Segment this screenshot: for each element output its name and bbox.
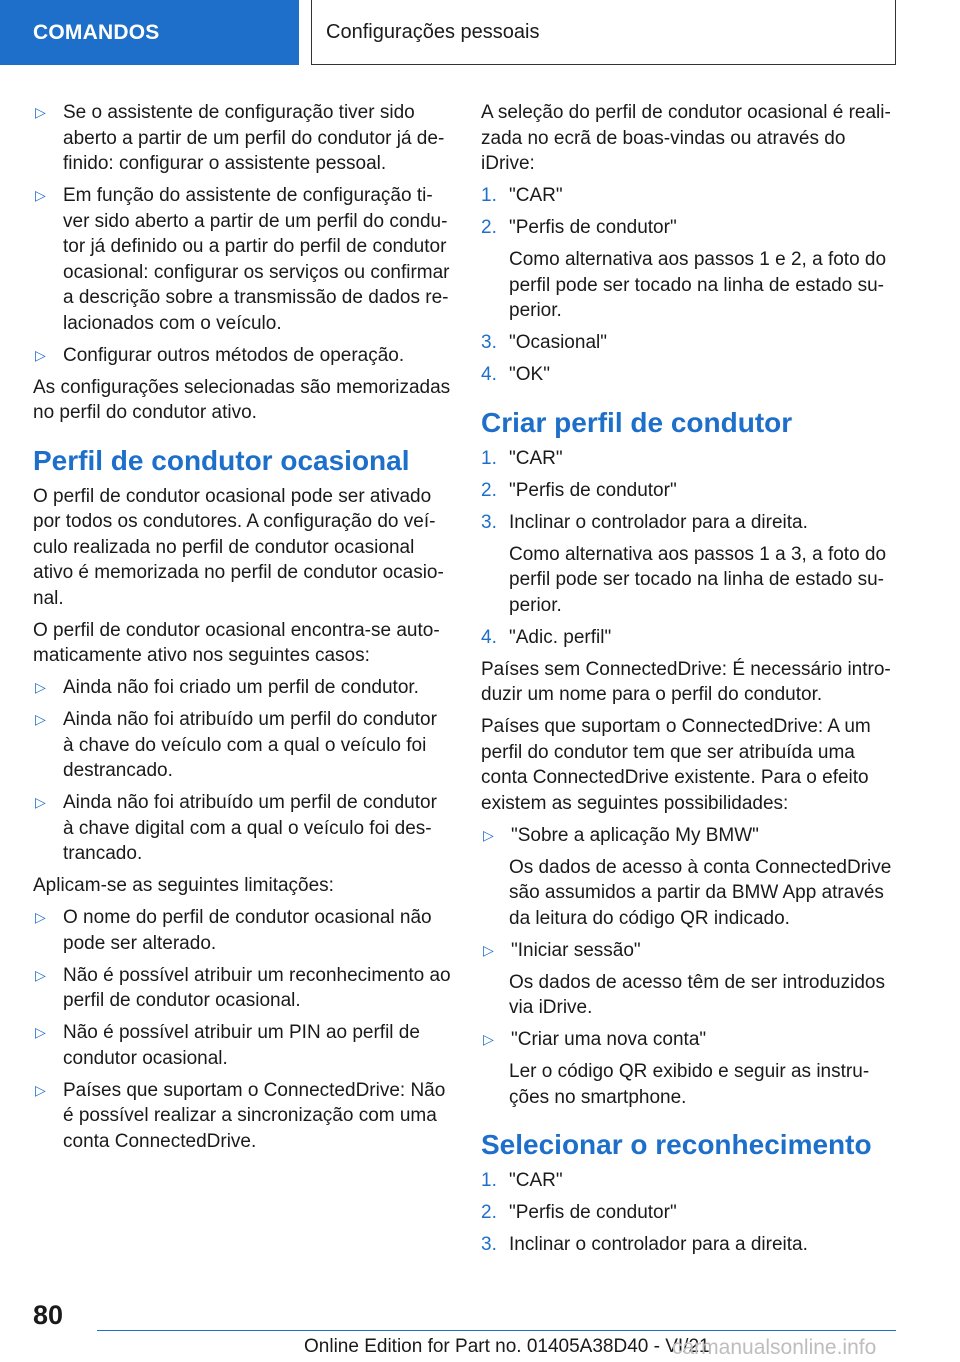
step-number: 1. (481, 447, 497, 469)
chapter-header (311, 0, 896, 65)
option-note: Ler o código QR exibido e seguir as instruções no smartphone. (509, 1061, 870, 1108)
chapter-title: Configurações pessoais (326, 20, 540, 43)
list-item: ▷ "Iniciar sessão" (481, 938, 896, 964)
step-number: 4. (481, 626, 497, 648)
edition-text: Online Edition for Part no. 01405A38D40 - VI/21 (304, 1336, 710, 1357)
section-tab (0, 0, 299, 65)
page-number: 80 (33, 1300, 64, 1330)
option-note: Os dados de acesso à conta ConnectedDrive são assumidos a partir da BMW App através da leitura do código QR indicado. (509, 856, 892, 929)
step-number: 3. (481, 511, 497, 533)
step-number: 2. (481, 217, 497, 238)
left-column (33, 100, 451, 1161)
triangle-bullet-icon: ▷ (483, 941, 494, 958)
step-number: 4. (481, 364, 497, 385)
list-item: ▷ Em função do assistente de configuração tiver sido aberto a partir de um perfil do condutor já definido ou a partir do perfil de condutor ocasional: configurar os serviços ou confirmar a descrição sobre a transmissão de dados relacionados com o veículo. (33, 183, 451, 336)
paragraph: Aplicam-se as seguintes limitações: (33, 875, 334, 896)
step-number: 1. (481, 1170, 497, 1191)
step-note: Como alternativa aos passos 1 e 2, a foto do perfil pode ser tocado na linha de estado superior. (509, 249, 887, 321)
triangle-bullet-icon: ▷ (35, 966, 46, 983)
step-number: 3. (481, 1234, 497, 1255)
list-item: ▷ Países que suportam o ConnectedDrive: Não é possível realizar a sincronização com uma conta ConnectedDrive. (33, 1078, 451, 1155)
section-heading: Perfil de condutor ocasional (33, 444, 410, 476)
footer-divider (97, 1330, 896, 1331)
list-item: ▷ Ainda não foi atribuído um perfil do condutor à chave do veículo com a qual o veículo foi destrancado. (33, 707, 451, 784)
step-item: 3. Inclinar o controlador para a direita. (481, 510, 896, 536)
triangle-bullet-icon: ▷ (35, 909, 46, 925)
step-item: 2. "Perfis de condutor" (481, 1200, 896, 1226)
triangle-bullet-icon: ▷ (35, 104, 46, 120)
step-item: 1. "CAR" (481, 183, 896, 209)
list-item: ▷ Não é possível atribuir um reconhecimento ao perfil de condutor ocasional. (33, 963, 451, 1014)
step-item: 3. Inclinar o controlador para a direita. (481, 1232, 896, 1258)
list-item: ▷ "Criar uma nova conta" (481, 1027, 896, 1053)
step-note: Como alternativa aos passos 1 a 3, a foto do perfil pode ser tocado na linha de estado superior. (509, 543, 887, 616)
triangle-bullet-icon: ▷ (35, 794, 46, 810)
step-item: 2. "Perfis de condutor" (481, 478, 896, 504)
watermark: carmanualsonline.info (672, 1336, 877, 1359)
list-item: ▷ Ainda não foi criado um perfil de condutor. (33, 675, 451, 701)
paragraph: O perfil de condutor ocasional encontra-se automaticamente ativo nos seguintes casos: (33, 619, 440, 666)
step-number: 2. (481, 479, 497, 501)
step-item: 4. "Adic. perfil" (481, 625, 896, 651)
paragraph: Países sem ConnectedDrive: É necessário introduzir um nome para o perfil do condutor. (481, 658, 891, 705)
step-item: 1. "CAR" (481, 1168, 896, 1194)
triangle-bullet-icon: ▷ (35, 711, 46, 727)
step-item: 3. "Ocasional" (481, 330, 896, 356)
right-column (481, 100, 896, 1264)
triangle-bullet-icon: ▷ (483, 826, 494, 843)
list-item: ▷ "Sobre a aplicação My BMW" (481, 823, 896, 849)
list-item: ▷ Ainda não foi atribuído um perfil de condutor à chave digital com a qual o veículo foi destrancado. (33, 790, 451, 867)
paragraph: A seleção do perfil de condutor ocasional é realizada no ecrã de boas-vindas ou através do iDrive: (481, 102, 891, 174)
paragraph: O perfil de condutor ocasional pode ser ativado por todos os condutores. A configuração do veículo realizada no perfil de condutor ocasional ativo é memorizada no perfil de condutor ocasional. (33, 485, 444, 609)
step-item: 4. "OK" (481, 362, 896, 388)
paragraph: As configurações selecionadas são memorizadas no perfil do condutor ativo. (33, 376, 451, 423)
triangle-bullet-icon: ▷ (35, 679, 46, 695)
triangle-bullet-icon: ▷ (35, 187, 46, 203)
section-title: COMANDOS (33, 20, 160, 44)
list-item: ▷ Se o assistente de configuração tiver sido aberto a partir de um perfil do condutor já definido: configurar o assistente pessoal. (33, 100, 451, 177)
step-number: 3. (481, 332, 497, 353)
section-heading: Selecionar o reconhecimento (481, 1129, 872, 1160)
triangle-bullet-icon: ▷ (35, 346, 46, 363)
triangle-bullet-icon: ▷ (35, 1024, 46, 1040)
step-number: 1. (481, 185, 497, 206)
triangle-bullet-icon: ▷ (35, 1081, 46, 1098)
section-heading: Criar perfil de condutor (481, 406, 793, 438)
list-item: ▷ Configurar outros métodos de operação. (33, 343, 451, 369)
step-item: 1. "CAR" (481, 446, 896, 472)
list-item: ▷ Não é possível atribuir um PIN ao perfil de condutor ocasional. (33, 1020, 451, 1071)
list-item: ▷ O nome do perfil de condutor ocasional não pode ser alterado. (33, 905, 451, 956)
paragraph: Países que suportam o ConnectedDrive: A um perfil do condutor tem que ser atribuída uma conta ConnectedDrive existente. Para o efeito existem as seguintes possibilidades: (481, 716, 871, 814)
step-number: 2. (481, 1202, 497, 1223)
option-note: Os dados de acesso têm de ser introduzidos via iDrive. (509, 971, 885, 1018)
triangle-bullet-icon: ▷ (483, 1031, 494, 1047)
step-item: 2. "Perfis de condutor" (481, 215, 896, 241)
